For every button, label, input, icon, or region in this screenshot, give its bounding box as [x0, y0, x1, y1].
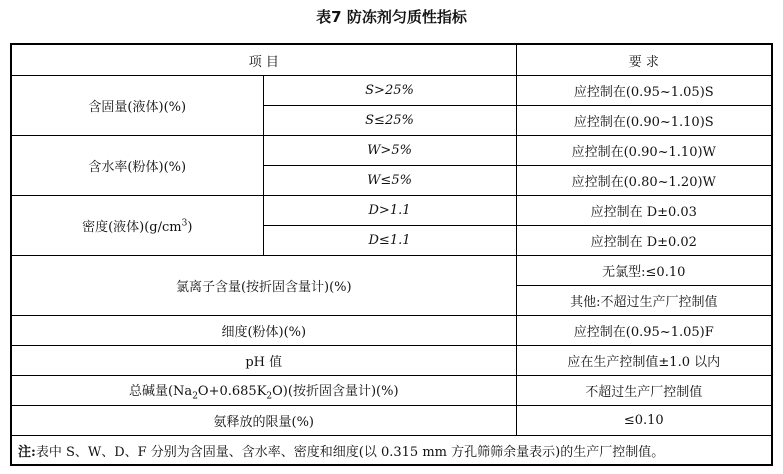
header-requirement: 要 求 — [516, 44, 772, 76]
table-row — [11, 136, 772, 166]
table-row — [11, 76, 772, 106]
note-prefix: 注: — [18, 444, 36, 460]
table-row — [11, 406, 772, 436]
table-row — [11, 316, 772, 346]
requirement-cell: 无氯型:≤0.10 — [516, 256, 772, 286]
note-text: 表中 S、W、D、F 分别为含固量、含水率、密度和细度(以 0.315 mm 方孔筛筛余量表示)的生产厂控制值。 — [35, 444, 665, 460]
requirement-cell: 应控制在(0.95~1.05)F — [516, 316, 772, 346]
density-label-end: ) — [187, 220, 193, 235]
requirement-cell: 应控制在(0.90~1.10)W — [516, 136, 772, 166]
requirement-cell: 应控制在 D±0.03 — [516, 196, 772, 226]
table-row — [11, 346, 772, 376]
table-note — [11, 436, 772, 466]
table-title: 表7 防冻剂匀质性指标 — [316, 8, 467, 26]
requirement-cell: ≤0.10 — [516, 406, 772, 436]
row-label-chloride: 氯离子含量(按折固含量计)(%) — [11, 256, 516, 316]
condition-cell: S>25% — [263, 76, 516, 106]
requirement-cell: 应控制在(0.95~1.05)S — [516, 76, 772, 106]
requirement-cell: 应在生产控制值±1.0 以内 — [516, 346, 772, 376]
condition-cell: W>5% — [263, 136, 516, 166]
alkali-sub-2: 2 — [266, 391, 273, 402]
table-row — [11, 256, 772, 286]
row-label-water: 含水率(粉体)(%) — [11, 136, 263, 196]
requirement-cell: 应控制在(0.90~1.10)S — [516, 106, 772, 136]
condition-cell: D>1.1 — [263, 196, 516, 226]
density-label-main: 密度(液体)(g/cm — [82, 220, 182, 235]
table-header-row — [11, 44, 772, 76]
condition-cell: W≤5% — [263, 166, 516, 196]
requirement-cell: 应控制在(0.80~1.20)W — [516, 166, 772, 196]
requirement-cell: 其他:不超过生产厂控制值 — [516, 286, 772, 316]
row-label-fineness: 细度(粉体)(%) — [11, 316, 516, 346]
table-row — [11, 196, 772, 226]
alkali-label-b: O+0.685K — [197, 383, 267, 399]
note-row — [11, 436, 772, 466]
table-row — [11, 376, 772, 406]
row-label-ph: pH 值 — [11, 346, 516, 376]
density-label-sup: 3 — [181, 218, 188, 229]
row-label-solid: 含固量(液体)(%) — [11, 76, 263, 136]
condition-cell: D≤1.1 — [263, 226, 516, 256]
alkali-label-c: O)(按折固含量计)(%) — [272, 383, 399, 399]
uniformity-index-table — [10, 43, 773, 466]
row-label-density — [11, 196, 263, 256]
condition-cell: S≤25% — [263, 106, 516, 136]
requirement-cell: 不超过生产厂控制值 — [516, 376, 772, 406]
alkali-sub-1: 2 — [192, 391, 198, 402]
requirement-cell: 应控制在 D±0.02 — [516, 226, 772, 256]
row-label-ammonia: 氨释放的限量(%) — [11, 406, 516, 436]
row-label-alkali — [11, 376, 516, 406]
header-item: 项 目 — [11, 44, 516, 76]
alkali-label-a: 总碱量(Na — [128, 383, 193, 399]
